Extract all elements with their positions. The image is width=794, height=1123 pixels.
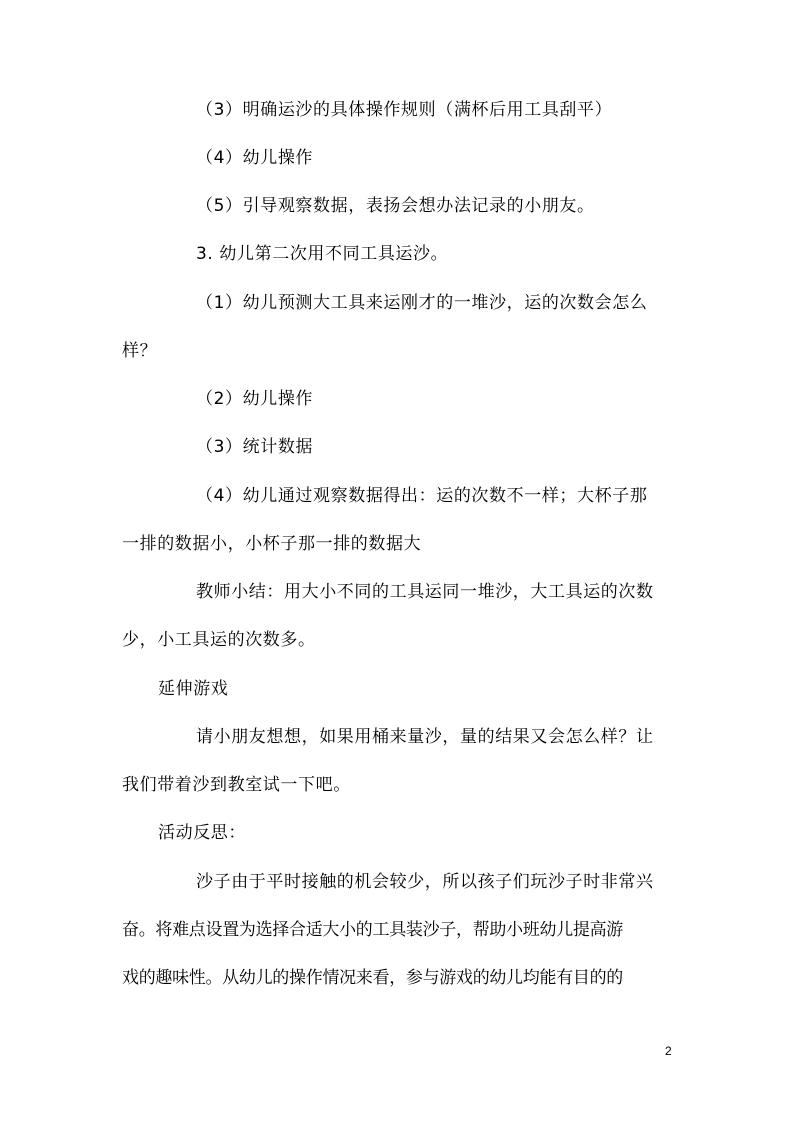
section-heading: 3. 幼儿第二次用不同工具运沙。	[196, 244, 449, 264]
text-line: （3）明确运沙的具体操作规则（满杯后用工具刮平）	[196, 100, 613, 120]
text-line: （2）幼儿操作	[196, 389, 314, 409]
text-line: 样？	[122, 341, 158, 361]
text-line: 沙子由于平时接触的机会较少，所以孩子们玩沙子时非常兴	[196, 872, 654, 892]
text-line: 少，小工具运的次数多。	[122, 630, 316, 650]
text-line: （3）统计数据	[196, 437, 314, 457]
text-line: 请小朋友想想，如果用桶来量沙，量的结果又会怎么样？让	[196, 727, 654, 747]
text-line: 一排的数据小，小杯子那一排的数据大	[122, 534, 422, 554]
text-line: （4）幼儿通过观察数据得出：运的次数不一样；大杯子那	[196, 486, 648, 506]
text-line: （1）幼儿预测大工具来运刚才的一堆沙，运的次数会怎么	[196, 293, 648, 313]
text-line: 我们带着沙到教室试一下吧。	[122, 775, 351, 795]
section-heading: 延伸游戏	[158, 679, 229, 699]
text-line: （5）引导观察数据，表扬会想办法记录的小朋友。	[196, 196, 595, 216]
text-line: 教师小结：用大小不同的工具运同一堆沙，大工具运的次数	[196, 582, 654, 602]
page-number: 2	[665, 1044, 672, 1058]
section-heading: 活动反思：	[158, 823, 246, 843]
text-line: 奋。将难点设置为选择合适大小的工具装沙子，帮助小班幼儿提高游	[122, 920, 623, 940]
text-line: （4）幼儿操作	[196, 148, 314, 168]
text-line: 戏的趣味性。从幼儿的操作情况来看，参与游戏的幼儿均能有目的的	[122, 968, 623, 988]
